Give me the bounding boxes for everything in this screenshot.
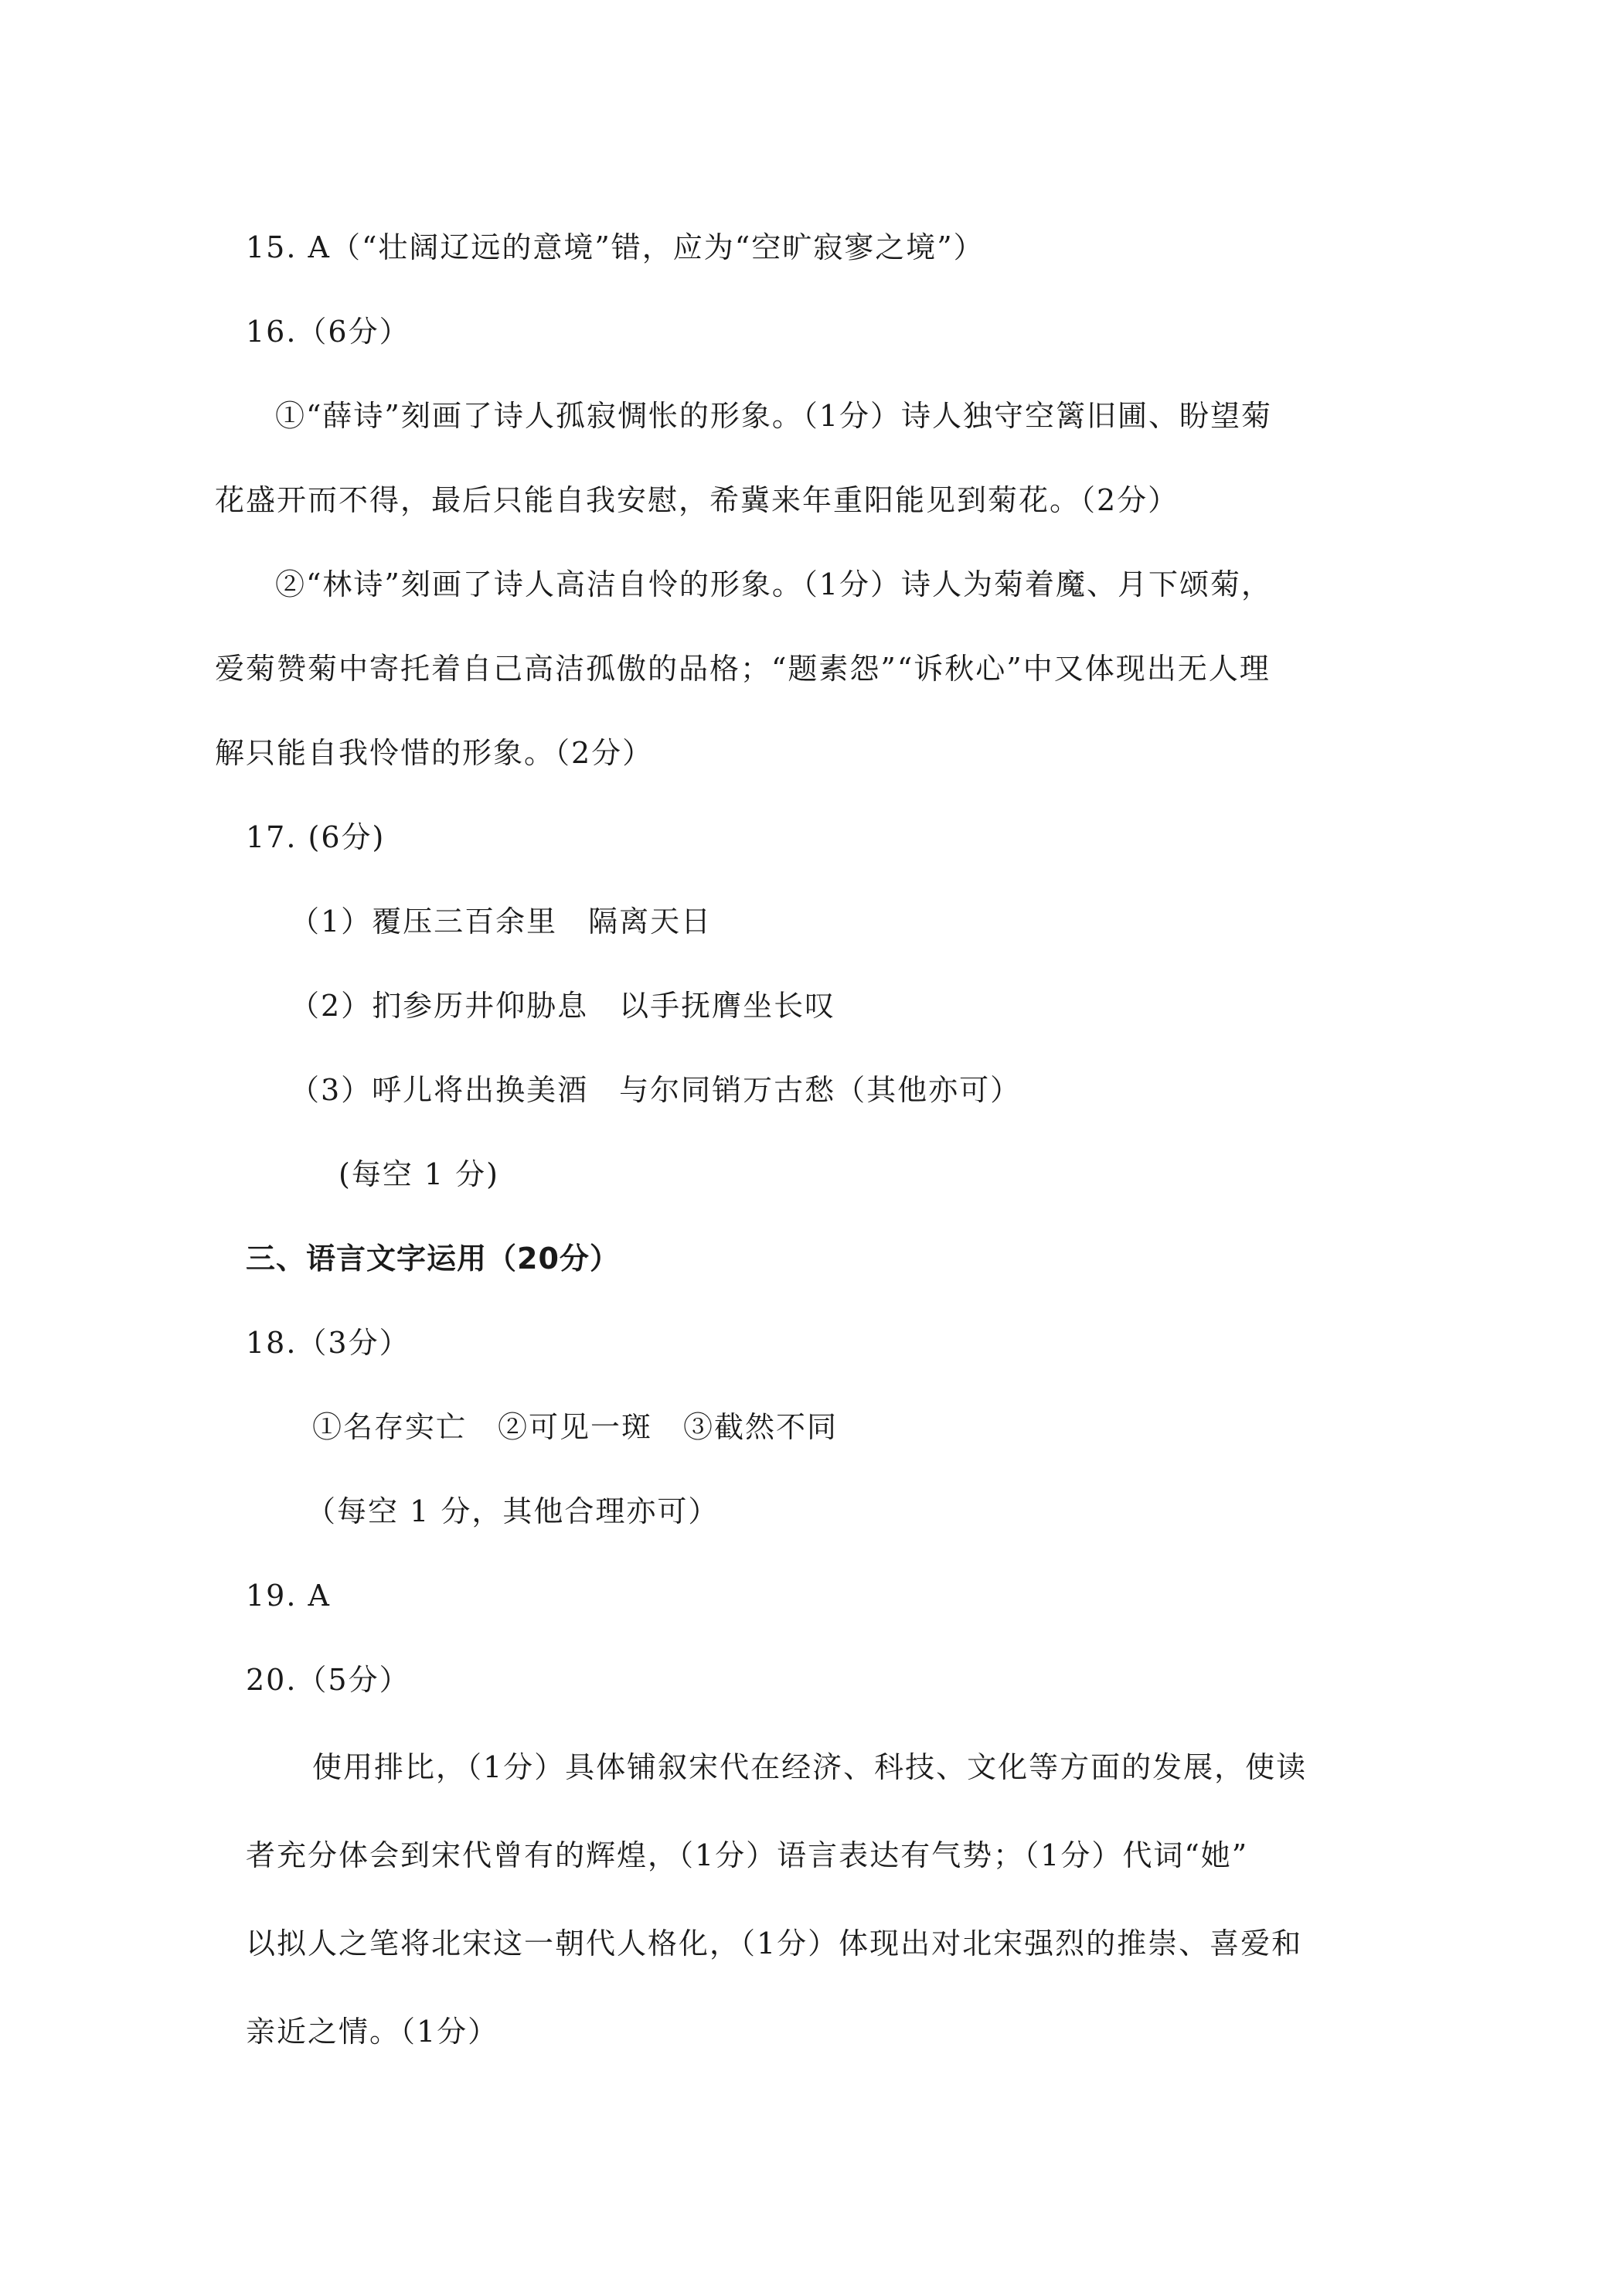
q17-item2: （2）扪参历井仰胁息 以手抚膺坐长叹: [290, 989, 836, 1023]
section-three-title: 三、语言文字运用（20分）: [246, 1242, 620, 1276]
q15-answer: 15. A（“壮阔辽远的意境”错，应为“空旷寂寥之境”）: [246, 230, 985, 264]
q17-item3: （3）呼儿将出换美酒 与尔同销万古愁（其他亦可）: [290, 1073, 1022, 1107]
q16-p2-line2: 爱菊赞菊中寄托着自己高洁孤傲的品格；“题素怨”“诉秋心”中又体现出无人理: [215, 652, 1271, 686]
q16-header: 16.（6分）: [246, 315, 410, 349]
q16-p1-line1: ①“薛诗”刻画了诗人孤寂惆怅的形象。（1分）诗人独守空篱旧圃、盼望菊: [275, 399, 1273, 433]
q18-answers: ①名存实亡 ②可见一斑 ③截然不同: [312, 1410, 839, 1444]
q16-p2-line3: 解只能自我怜惜的形象。（2分）: [215, 736, 654, 770]
q17-note: (每空 1 分): [339, 1157, 499, 1191]
q18-note: （每空 1 分，其他合理亦可）: [306, 1494, 720, 1528]
q17-item1: （1）覆压三百余里 隔离天日: [290, 904, 713, 938]
q20-line4: 亲近之情。（1分）: [246, 2015, 499, 2049]
q17-header: 17. (6分): [246, 820, 386, 854]
q20-line1: 使用排比，（1分）具体铺叙宋代在经济、科技、文化等方面的发展，使读: [312, 1750, 1308, 1784]
q19-answer: 19. A: [246, 1579, 331, 1613]
q16-p1-line2: 花盛开而不得，最后只能自我安慰，希冀来年重阳能见到菊花。（2分）: [215, 483, 1179, 517]
q16-p2-line1: ②“林诗”刻画了诗人高洁自怜的形象。（1分）诗人为菊着魔、月下颂菊，: [275, 567, 1273, 601]
q20-header: 20.（5分）: [246, 1663, 410, 1697]
q20-line2: 者充分体会到宋代曾有的辉煌，（1分）语言表达有气势；（1分）代词“她”: [246, 1838, 1249, 1872]
q18-header: 18.（3分）: [246, 1326, 410, 1360]
q20-line3: 以拟人之笔将北宋这一朝代人格化，（1分）体现出对北宋强烈的推崇、喜爱和: [246, 1926, 1303, 1960]
